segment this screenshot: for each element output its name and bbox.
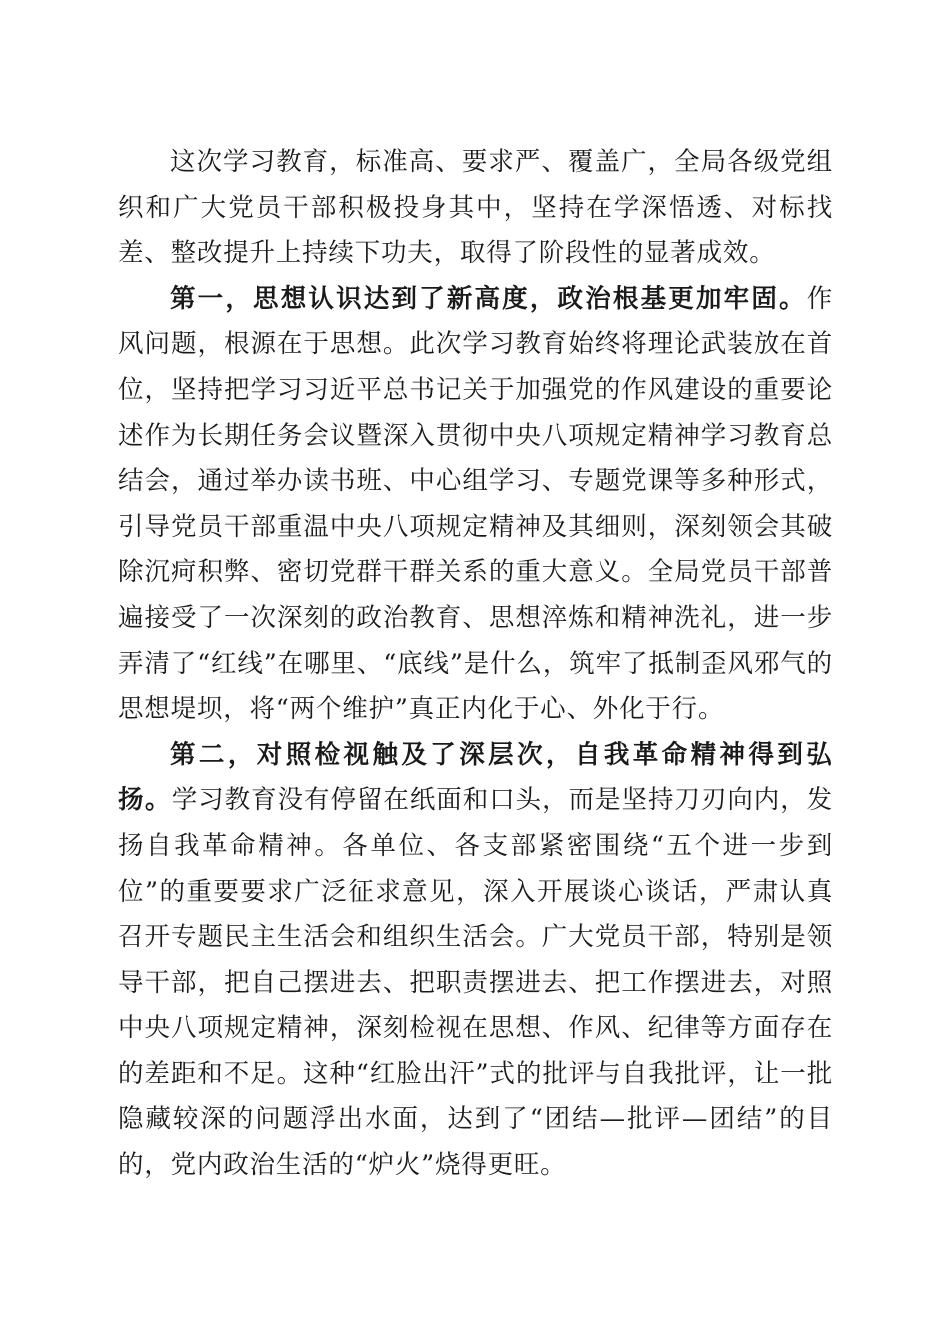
paragraph-intro [118, 140, 833, 277]
paragraph-first-point-text: 作风问题，根源在于思想。此次学习教育始终将理论武装放在首位，坚持把学习习近平总书记关于加强党的作风建设的重要论述作为长期任务会议暨深入贯彻中央八项规定精神学习教育总结会，通过举办读书班、中心组学习、专题党课等多种形式，引导党员干部重温中央八项规定精神及其细则，深刻领会其破除沉疴积弊、密切党群干群关系的重大意义。全局党员干部普遍接受了一次深刻的政治教育、思想淬炼和精神洗礼，进一步弄清了“红线”在哪里、“底线”是什么，筑牢了抵制歪风邪气的思想堤坝，将“两个维护”真正内化于心、外化于行。 [118, 283, 833, 725]
paragraph-first-point [118, 277, 833, 733]
paragraph-intro-text: 这次学习教育，标准高、要求严、覆盖广，全局各级党组织和广大党员干部积极投身其中，坚持在学深悟透、对标找差、整改提升上持续下功夫，取得了阶段性的显著成效。 [118, 147, 833, 269]
paragraph-second-point [118, 733, 833, 1189]
paragraph-second-point-heading: 第二，对照检视触及了深层次，自我革命精神得到弘扬。 [118, 739, 833, 816]
paragraph-second-point-text: 学习教育没有停留在纸面和口头，而是坚持刀刃向内，发扬自我革命精神。各单位、各支部紧密围绕“五个进一步到位”的重要要求广泛征求意见，深入开展谈心谈话，严肃认真召开专题民主生活会和组织生活会。广大党员干部，特别是领导干部，把自己摆进去、把职责摆进去、把工作摆进去，对照中央八项规定精神，深刻检视在思想、作风、纪律等方面存在的差距和不足。这种“红脸出汗”式的批评与自我批评，让一批隐藏较深的问题浮出水面，达到了“团结—批评—团结”的目的，党内政治生活的“炉火”烧得更旺。 [118, 785, 833, 1181]
paragraph-first-point-heading: 第一，思想认识达到了新高度，政治根基更加牢固。 [170, 283, 807, 314]
document-body [118, 140, 833, 1189]
